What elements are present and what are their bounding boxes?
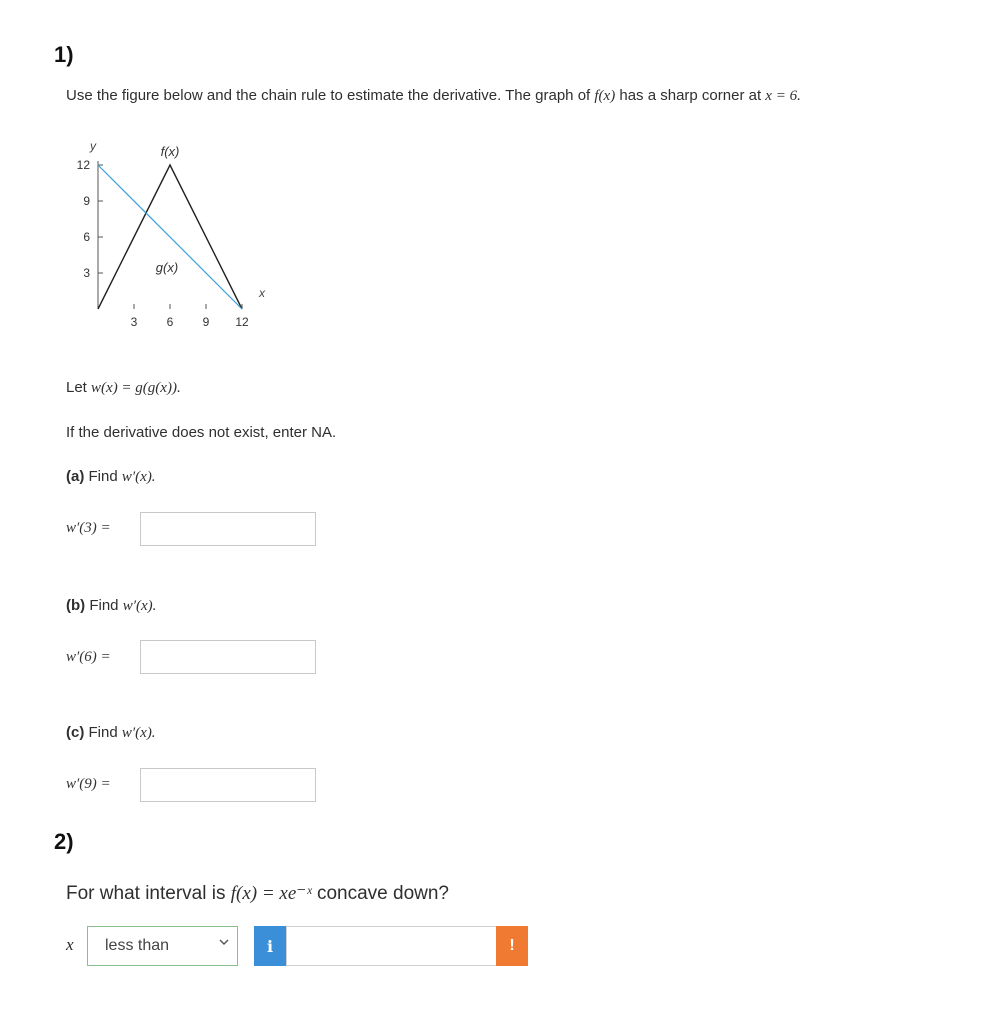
part-c-heading <box>66 724 156 742</box>
x-tick-label-9: 9 <box>202 315 210 329</box>
part-b-input-label: w′(6) = <box>66 649 111 665</box>
let-expression: w(x) = g(g(x)). <box>91 380 181 396</box>
q1-instruction-corner: x = 6. <box>765 88 801 104</box>
part-b-expr: w′(x). <box>122 598 157 614</box>
series-label-g: g(x) <box>155 260 179 275</box>
part-c-expr: w′(x). <box>121 725 156 741</box>
q2-prompt-prefix: For what interval is <box>66 883 226 904</box>
interval-answer-input[interactable] <box>286 926 497 966</box>
part-a-expr: w′(x). <box>121 469 156 485</box>
q1-instruction-fx: f(x) <box>594 88 616 104</box>
part-b-find: Find <box>89 597 119 614</box>
na-note: If the derivative does not exist, enter NA. <box>66 424 337 441</box>
q1-instruction-text: Use the figure below and the chain rule to estimate the derivative. The graph of <box>66 87 591 104</box>
chevron-down-icon <box>219 937 229 947</box>
q1-let-statement <box>66 379 181 397</box>
part-a-find: Find <box>88 468 118 485</box>
q1-instruction <box>66 87 801 105</box>
x-tick-label-3: 3 <box>130 315 138 329</box>
part-c-answer-input[interactable] <box>140 768 316 802</box>
part-c-input-label: w′(9) = <box>66 776 111 792</box>
part-a-answer-input[interactable] <box>140 512 316 546</box>
series-label-f: f(x) <box>160 144 180 159</box>
y-axis-label: y <box>90 139 96 153</box>
y-tick-label-9: 9 <box>83 194 90 208</box>
info-icon[interactable]: i <box>254 926 286 966</box>
y-tick-label-3: 3 <box>83 266 90 280</box>
question-1-number: 1) <box>54 42 74 67</box>
q1-instruction-tail: has a sharp corner at <box>619 87 762 104</box>
y-tick-label-6: 6 <box>83 230 90 244</box>
part-a-label: (a) <box>66 468 85 485</box>
part-b-label: (b) <box>66 597 86 614</box>
q2-prompt-expr: f(x) = xe⁻ˣ <box>230 883 312 904</box>
part-b-answer-input[interactable] <box>140 640 316 674</box>
part-a-input-label: w′(3) = <box>66 520 111 536</box>
part-b-heading <box>66 597 156 615</box>
warning-icon[interactable]: ! <box>496 926 528 966</box>
x-tick-label-12: 12 <box>235 315 249 329</box>
interval-type-value: less than <box>105 937 170 954</box>
function-graph <box>60 130 280 345</box>
x-tick-label-6: 6 <box>166 315 174 329</box>
question-2-number: 2) <box>54 829 74 854</box>
let-prefix: Let <box>66 379 87 396</box>
x-axis-label: x <box>259 286 265 300</box>
part-a-heading <box>66 468 156 486</box>
y-tick-label-12: 12 <box>76 158 90 172</box>
q2-prompt <box>66 882 449 905</box>
q2-variable-label: x <box>66 935 74 954</box>
interval-type-select[interactable] <box>87 926 238 966</box>
part-c-label: (c) <box>66 724 85 741</box>
part-c-find: Find <box>88 724 118 741</box>
series-line-g <box>98 165 242 309</box>
q2-prompt-suffix: concave down? <box>316 883 450 904</box>
